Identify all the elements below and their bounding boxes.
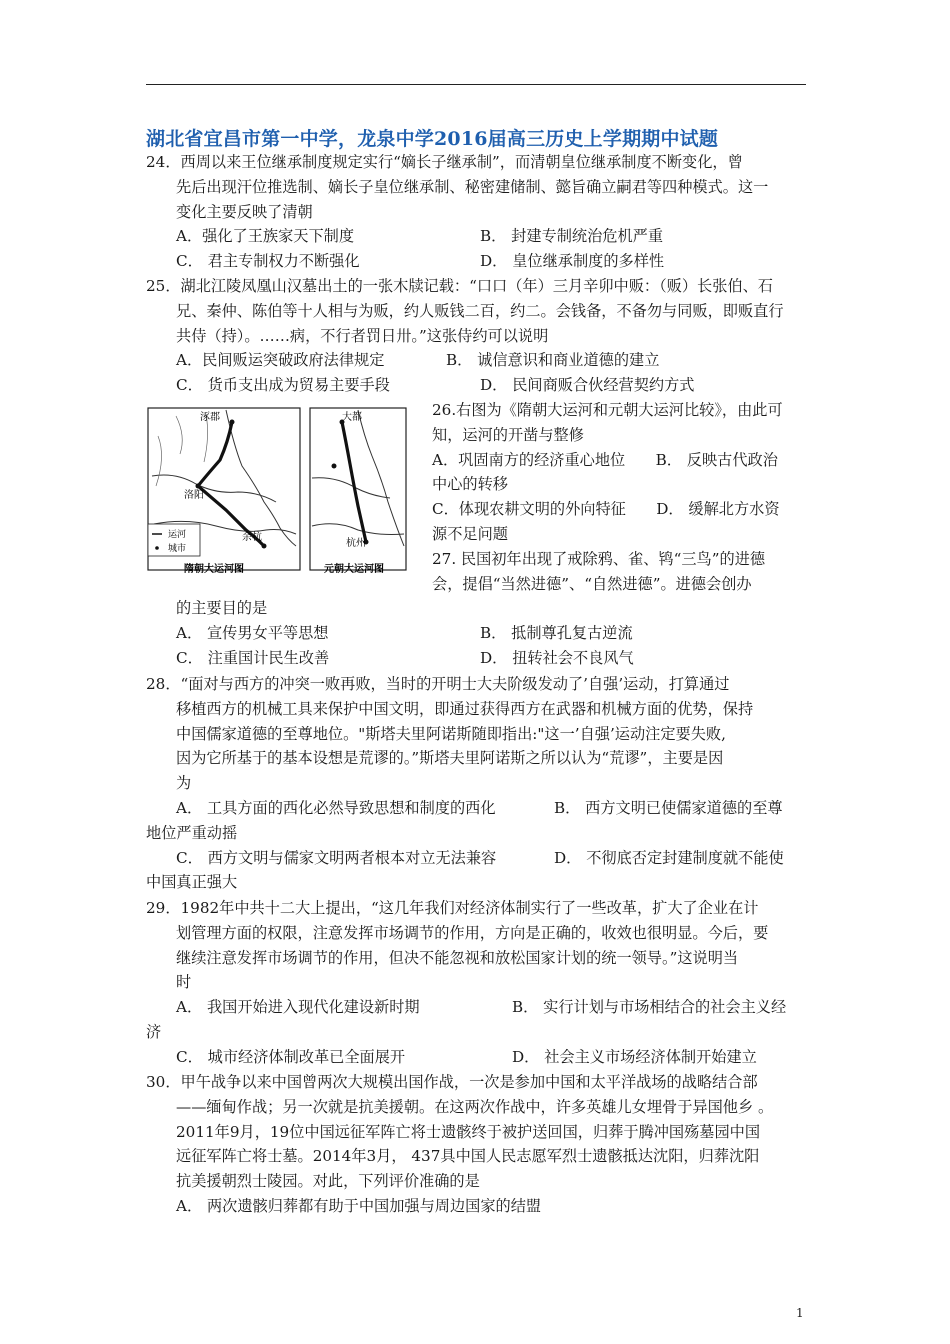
question-27-text: 会，提倡“当然进德”、“自然进德”。进德会创办 [432,574,752,593]
label-yuhang: 余杭 [242,532,262,543]
legend-city: 城市 [168,544,187,554]
question-text: 中国儒家道德的至尊地位。"斯塔夫里阿诺斯随即指出:"这一’自强’运动注定要失败, [176,724,726,743]
option-c: C． 君主专制权力不断强化 [176,252,360,271]
option-b: B． 封建专制统治危机严重 [480,227,664,246]
option-a: A． 宣传男女平等思想 [176,623,329,642]
question-text: 2011年9月，19位中国远征军阵亡将士遗骸终于被护送回国，归葬于腾冲国殇墓园中国 [176,1122,761,1141]
question-text: 远征军阵亡将士墓。2014年3月， 437具中国人民志愿军烈士遗骸抵达沈阳，归葬沈阳 [176,1147,760,1166]
option-d: D． 社会主义市场经济体制开始建立 [512,1047,757,1066]
label-hangzhou: 杭州 [346,538,366,549]
option-cont: 源不足问题 [432,524,508,543]
option-row [146,1045,810,1070]
option-row [146,224,810,249]
canal-map-svg [146,406,410,576]
option-row [146,646,810,671]
city-dot [196,484,201,489]
option-b: B． 西方文明已使儒家道德的至尊 [554,798,783,817]
question-27 [146,596,810,670]
option-row [146,621,810,646]
option-cont: 济 [146,1022,162,1041]
option-row [146,995,810,1020]
question-text: 抗美援朝烈士陵园。对此，下列评价准确的是 [176,1172,480,1191]
question-text: 因为它所基于的基本设想是荒谬的。”斯塔夫里阿诺斯之所以认为“荒谬”，主要是因 [176,749,724,768]
option-d: D． 民间商贩合伙经营契约方式 [480,376,695,395]
question-28 [146,672,810,895]
option-d: D． 扭转社会不良风气 [480,648,634,667]
question-24 [146,150,810,274]
canal-map-figure [146,406,410,576]
option-a: A． 两次遗骸归葬都有助于中国加强与周边国家的结盟 [176,1196,542,1215]
question-text: 移植西方的机械工具来保护中国文明，即通过获得西方在武器和机械方面的优势，保持 [176,699,754,718]
option-c: C． 货币支出成为贸易主要手段 [176,376,390,395]
question-text: 时 [176,973,192,992]
option-row: C．体现农耕文明的外向特征 D． 缓解北方水资 [432,500,780,519]
question-text: ——缅甸作战；另一次就是抗美援朝。在这两次作战中，许多英雄儿女埋骨于异国他乡 。 [176,1097,774,1116]
question-26 [432,398,810,596]
city-dot [230,420,235,425]
option-c: C． 注重国计民生改善 [176,648,330,667]
label-dadu: 大都 [342,412,362,423]
option-b: B． 诚信意识和商业道德的建立 [446,351,660,370]
option-row [146,846,810,871]
city-dot [262,544,267,549]
page-title: 湖北省宜昌市第一中学，龙泉中学2016届高三历史上学期期中试题 [146,128,719,150]
question-text: 变化主要反映了清朝 [176,202,313,221]
option-row [146,249,810,274]
question-text: 26.右图为《隋朝大运河和元朝大运河比较》，由此可 [432,401,783,419]
question-29 [146,896,810,1070]
option-row [146,373,810,398]
question-25 [146,274,810,398]
option-cont: 地位严重动摇 [146,823,238,842]
city-dot [332,464,337,469]
page-number: 1 [796,1306,804,1320]
option-a: A．强化了王族家天下制度 [176,227,355,246]
legend-canal: 运河 [168,530,187,540]
question-text: 划管理方面的权限，注意发挥市场调节的作用，方向是正确的，收效也很明显。今后，要 [176,923,769,942]
option-a: A． 我国开始进入现代化建设新时期 [176,998,420,1017]
header-rule [146,84,806,85]
question-text: 29．1982年中共十二大上提出，“这几年我们对经济体制实行了一些改革，扩大了企业在计 [146,899,759,917]
question-text: 的主要目的是 [176,599,268,617]
option-c: C． 城市经济体制改革已全面展开 [176,1047,406,1066]
option-row [146,348,810,373]
question-30 [146,1070,810,1219]
question-text: 24．西周以来王位继承制度规定实行“嫡长子继承制”，而清朝皇位继承制度不断变化，曾 [146,153,743,171]
label-zhuojun: 涿郡 [200,412,220,423]
option-b: B． 抵制尊孔复古逆流 [480,623,633,642]
yuan-map-caption: 元朝大运河图 [324,564,384,575]
option-row [146,796,810,821]
question-text: 先后出现汗位推选制、嫡长子皇位继承制、秘密建储制、懿旨确立嗣君等四种模式。这一 [176,177,769,196]
question-text: 共侍（持）。……病，不行者罚日卅。”这张侍约可以说明 [176,326,549,345]
question-text: 28．“面对与西方的冲突一败再败，当时的开明士大夫阶级发动了’自强’运动，打算通过 [146,675,730,693]
question-text: 继续注意发挥市场调节的作用，但决不能忽视和放松国家计划的统一领导。”这说明当 [176,948,739,967]
option-c: C． 西方文明与儒家文明两者根本对立无法兼容 [176,848,497,867]
label-luoyang: 洛阳 [184,490,204,501]
question-text: 兄、秦仲、陈伯等十人相与为贩，约人贩钱二百，约二。会钱备，不备勿与同贩，即贩直行 [176,301,784,320]
option-cont: 中心的转移 [432,475,508,494]
option-cont: 中国真正强大 [146,873,238,892]
question-text: 知，运河的开凿与整修 [432,425,584,444]
option-row: A．巩固南方的经济重心地位 B． 反映古代政治 [432,450,778,469]
option-d: D． 皇位继承制度的多样性 [480,252,665,271]
question-text: 为 [176,774,192,793]
option-b: B． 实行计划与市场相结合的社会主义经 [512,998,787,1017]
option-a: A． 工具方面的西化必然导致思想和制度的西化 [176,798,496,817]
sui-map-caption: 隋朝大运河图 [184,564,244,575]
option-a: A．民间贩运突破政府法律规定 [176,351,385,370]
option-d: D． 不彻底否定封建制度就不能使 [554,848,784,867]
legend-city-dot [155,546,159,550]
question-text: 30．甲午战争以来中国曾两次大规模出国作战，一次是参加中国和太平洋战场的战略结合部 [146,1073,758,1091]
question-27-text: 27. 民国初年出现了戒除鸦、雀、鸨“三鸟”的进德 [432,549,766,568]
question-text: 25．湖北江陵凤凰山汉墓出土的一张木牍记载：“口口（年）三月辛卯中贩：（贩）长张伯、石 [146,277,773,295]
